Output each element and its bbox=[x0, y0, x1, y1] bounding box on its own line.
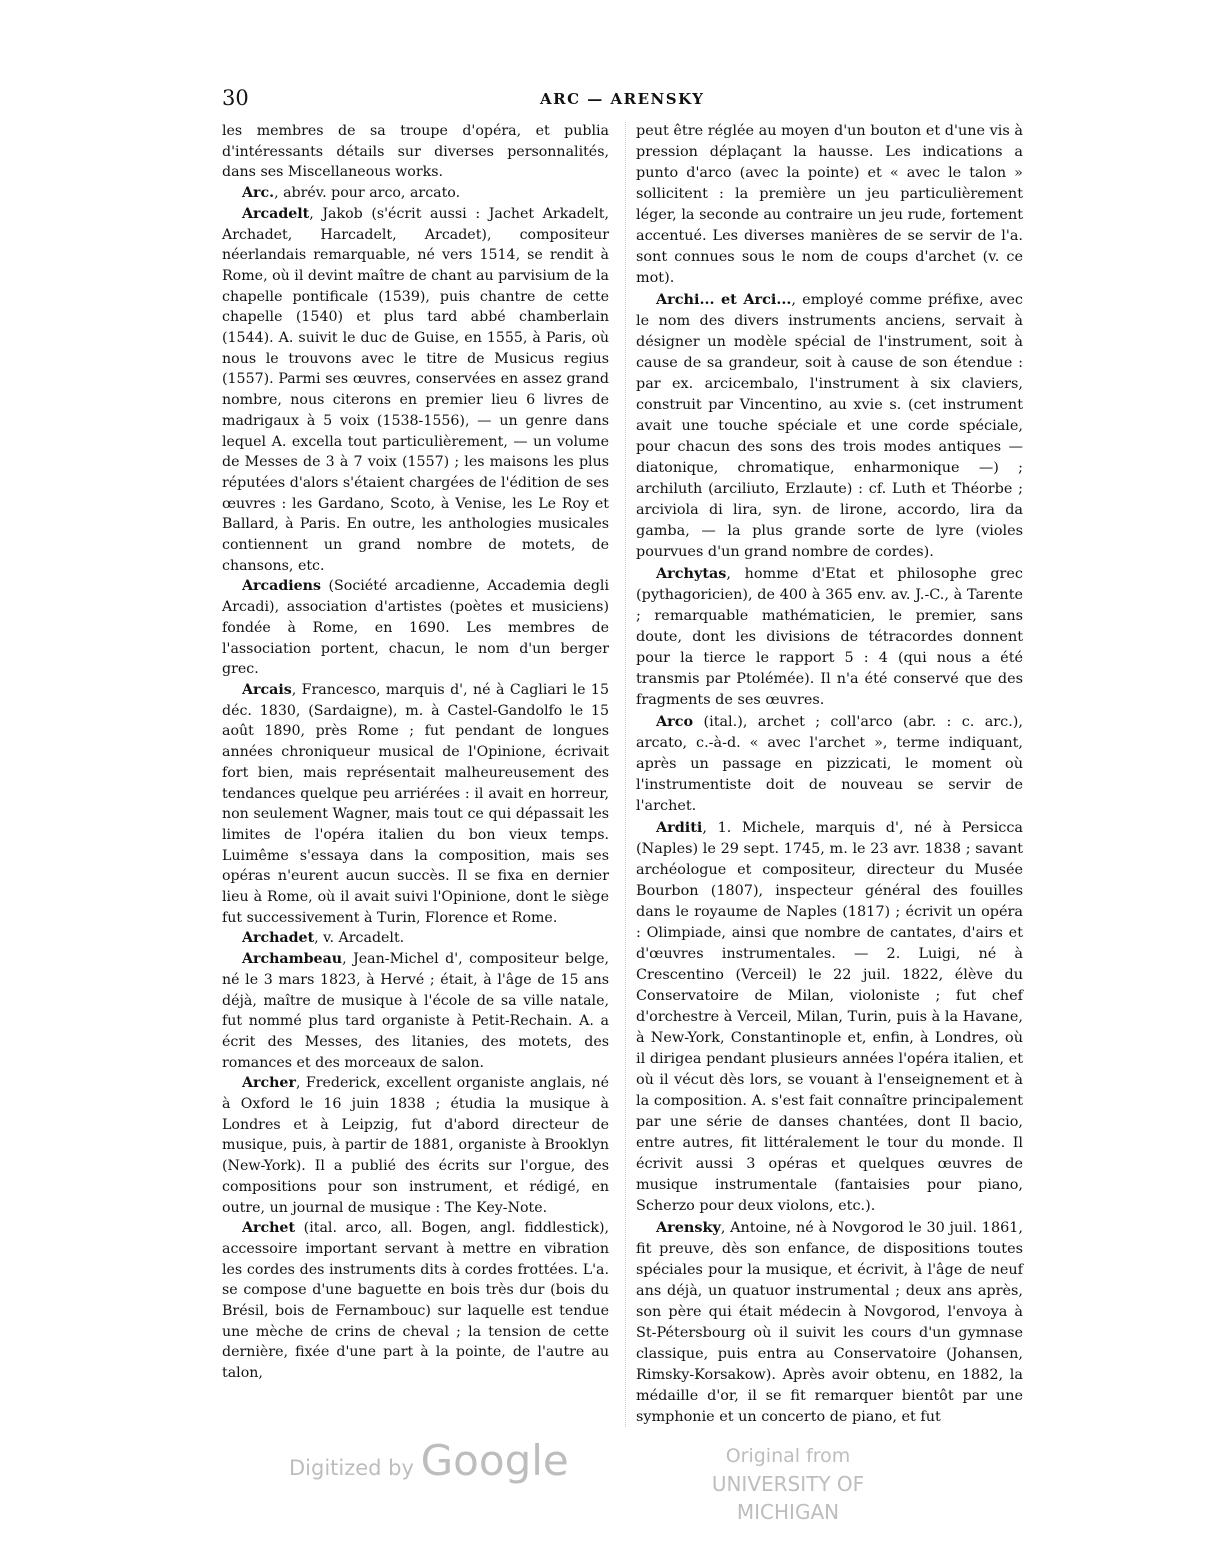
google-logo: Google bbox=[420, 1436, 569, 1485]
entry-body: , 1. Michele, marquis d', né à Persicca (Naples) le 29 sept. 1745, m. le 23 avr. 1838 ; savant archéologue et compositeur, directeur du Musée Bourbon (1807), inspecteur général des fouilles dans le royaume de Naples (1817) ; écrivit un opéra : Olimpiade, ainsi que nombre de cantates, d'airs et d'œuvres instrumentales. — 2. Luigi, né à Crescentino (Verceil) le 22 juil. 1822, élève du Conservatoire de Milan, violoniste ; fut chef d'orchestre à Verceil, Milan, Turin, puis à la Havane, à New-York, Constantinople et, enfin, à Londres, où il dirigea pendant plusieurs années l'opéra italien, et où il vécut dès lors, se vouant à l'enseignement et à la composition. A. s'est fait connaître principalement par une série de danses chantées, dont Il bacio, entre autres, fit littéralement le tour du monde. Il écrivit aussi 3 opéras et quelques œuvres de musique instrumentale (fantaisies pour piano, Scherzo pour deux violons, etc.). bbox=[636, 820, 1023, 1214]
entry-body: , v. Arcadelt. bbox=[314, 930, 405, 947]
headword: Arditi bbox=[656, 819, 703, 836]
entry-body: , Francesco, marquis d', né à Cagliari le 15 déc. 1830, (Sardaigne), m. à Castel-Gandolfo le 15 août 1890, près Rome ; fut pendant de longues années chroniqueur musical de l'Opinione, écrivait fort bien, mais représentait malheureusement des tendances quelque peu arriérées : il avait en horreur, non seulement Wagner, mais tout ce qui dépassait les limites de l'opéra italien du bon vieux temps. Luimême s'essaya dans la composition, mais ses opéras n'eurent aucun succès. Il se fixa en dernier lieu à Rome, où il avait suivi l'Opinione, dont le siège fut successivement à Turin, Florence et Rome. bbox=[222, 681, 609, 926]
entry-arcais bbox=[222, 680, 609, 928]
right-intro: peut être réglée au moyen d'un bouton et d'une vis à pression déplaçant la hausse. Les indications a punto d'arco (avec la pointe) et « avec le talon » sollicitent : la première un jeu particulièrement léger, la seconde au contraire un jeu rude, fortement accentué. Les diverses manières de se servir de l'a. sont connues sous le nom de coups d'archet (v. ce mot). bbox=[636, 123, 1023, 286]
entry-body: , Jean-Michel d', compositeur belge, né le 3 mars 1823, à Hervé ; était, à l'âge de 15 ans déjà, maître de musique à l'école de sa ville natale, fut nommé plus tard organiste à Petit-Rechain. A. a écrit des Messes, des litanies, des motets, des romances et des morceaux de salon. bbox=[222, 951, 609, 1071]
entry-arco bbox=[636, 711, 1023, 817]
entry-body: (Société arcadienne, Accademia degli Arcadi), association d'artistes (poètes et musiciens) fondée à Rome, en 1690. Les membres de l'association portent, chacun, le nom d'un berger grec. bbox=[222, 578, 609, 678]
digitized-by-watermark bbox=[289, 1438, 569, 1491]
left-column bbox=[222, 121, 609, 1384]
right-column bbox=[636, 121, 1023, 1428]
entry-body: , Antoine, né à Novgorod le 30 juil. 1861, fit preuve, dès son enfance, de dispositions toutes spéciales pour la musique, et écrivit, à l'âge de neuf ans déjà, un quatuor instrumental ; deux ans après, son père qui était médecin à Novgorod, l'envoya à St-Pétersbourg où il suivit les cours d'un gymnase classique, puis entra au Conservatoire (Johansen, Rimsky-Korsakow). Après avoir obtenu, en 1882, la médaille d'or, il se fit remarquer bientôt par une symphonie et un concerto de piano, et fut bbox=[636, 1220, 1023, 1425]
entry-arditi bbox=[636, 817, 1023, 1217]
headword: Archi... et Arci... bbox=[656, 291, 792, 308]
running-head: ARC — ARENSKY bbox=[540, 90, 705, 108]
entry-arc bbox=[222, 183, 609, 204]
entry-arcadiens bbox=[222, 576, 609, 680]
entry-archadet bbox=[222, 928, 609, 949]
entry-body: (ital. arco, all. Bogen, angl. fiddlestick), accessoire important servant à mettre en vibration les cordes des instruments dits à cordes frottées. L'a. se compose d'une baguette en bois très dur (bois du Brésil, bois de Fernambouc) sur laquelle est tendue une mèche de crins de cheval ; la tension de cette dernière, fixée d'une part à la pointe, de l'autre au talon, bbox=[222, 1220, 609, 1382]
entry-archet bbox=[222, 1218, 609, 1384]
original-from-watermark bbox=[668, 1442, 908, 1526]
entry-arensky bbox=[636, 1217, 1023, 1428]
digitized-prefix: Digitized by bbox=[289, 1456, 421, 1480]
entry-body: , employé comme préfixe, avec le nom des divers instruments anciens, servait à désigner un modèle spécial de l'instrument, soit à cause de sa grandeur, soit à cause de son étendue : par ex. arcicembalo, l'instrument à six claviers, construit par Vincentino, au xvie s. (cet instrument avait une touche spéciale et une corde spéciale, pour chacun des sons des trois modes antiques — diatonique, chromatique, enharmonique —) ; archiluth (arciliuto, Erzlaute) : cf. Luth et Théorbe ; arciviola di lira, syn. de lirone, accordo, lira da gamba, — la plus grande sorte de lyre (violes pourvues d'un grand nombre de cordes). bbox=[636, 292, 1023, 560]
headword: Archambeau bbox=[242, 951, 343, 968]
headword: Archadet bbox=[242, 930, 315, 947]
entry-body: , abrév. pour arco, arcato. bbox=[274, 185, 461, 202]
entry-archi bbox=[636, 289, 1023, 563]
entry-archambeau bbox=[222, 949, 609, 1073]
entry-body: , Frederick, excellent organiste anglais, né à Oxford le 16 juin 1838 ; étudia la musique à Londres et à Leipzig, fut d'abord directeur de musique, puis, à partir de 1881, organiste à Brooklyn (New-York). Il a publié des écrits sur l'orgue, des compositions pour son instrument, et rédigé, en outre, un journal de musique : The Key-Note. bbox=[222, 1075, 609, 1216]
page-number: 30 bbox=[222, 86, 249, 110]
column-divider bbox=[625, 122, 626, 1427]
headword: Archer bbox=[242, 1075, 296, 1092]
university-label: UNIVERSITY OF MICHIGAN bbox=[711, 1472, 865, 1524]
entry-arcadelt bbox=[222, 204, 609, 577]
entry-archer bbox=[222, 1073, 609, 1218]
headword: Archet bbox=[242, 1220, 296, 1237]
entry-body: (ital.), archet ; coll'arco (abr. : c. arc.), arcato, c.-à-d. « avec l'archet », terme indiquant, après un passage en pizzicati, le moment où l'instrumentiste doit de nouveau se servir de l'archet. bbox=[636, 714, 1023, 814]
entry-body: , Jakob (s'écrit aussi : Jachet Arkadelt, Archadet, Harcadelt, Arcadet), compositeur néerlandais remarquable, né vers 1514, se rendit à Rome, où il devint maître de chant au parvisium de la chapelle pontificale (1539), puis chantre de cette chapelle (1540) et plus tard abbé chamberlain (1544). A. suivit le duc de Guise, en 1555, à Paris, où nous le trouvons avec le titre de Musicus regius (1557). Parmi ses œuvres, conservées en assez grand nombre, nous citerons en premier lieu 6 livres de madrigaux à 5 voix (1538-1556), — un genre dans lequel A. excella tout particulièrement, — un volume de Messes de 3 à 7 voix (1557) ; les maisons les plus réputées d'alors s'étaient chargées de l'édition de ses œuvres : les Gardano, Scoto, à Venise, les Le Roy et Ballard, à Paris. En outre, les anthologies musicales contiennent un grand nombre de motets, de chansons, etc. bbox=[222, 205, 609, 574]
headword: Arcadelt bbox=[242, 205, 310, 222]
headword: Arcadiens bbox=[242, 578, 321, 595]
headword: Arcais bbox=[242, 681, 292, 698]
headword: Arensky bbox=[656, 1219, 721, 1236]
entry-archytas bbox=[636, 563, 1023, 711]
left-intro: les membres de sa troupe d'opéra, et publia d'intéressants détails sur diverses personnalités, dans ses Miscellaneous works. bbox=[222, 123, 609, 181]
entry-body: , homme d'Etat et philosophe grec (pythagoricien), de 400 à 365 env. av. J.-C., à Tarente ; remarquable mathématicien, le premier, sans doute, dont les divisions de tétracordes donnent pour la tierce le rapport 5 : 4 (qui nous a été transmis par Ptolémée). Il n'a été conservé que des fragments de ses œuvres. bbox=[636, 566, 1023, 708]
headword: Arc. bbox=[242, 185, 275, 202]
original-from-label: Original from bbox=[725, 1445, 851, 1467]
headword: Archytas bbox=[656, 565, 727, 582]
headword: Arco bbox=[656, 713, 694, 730]
